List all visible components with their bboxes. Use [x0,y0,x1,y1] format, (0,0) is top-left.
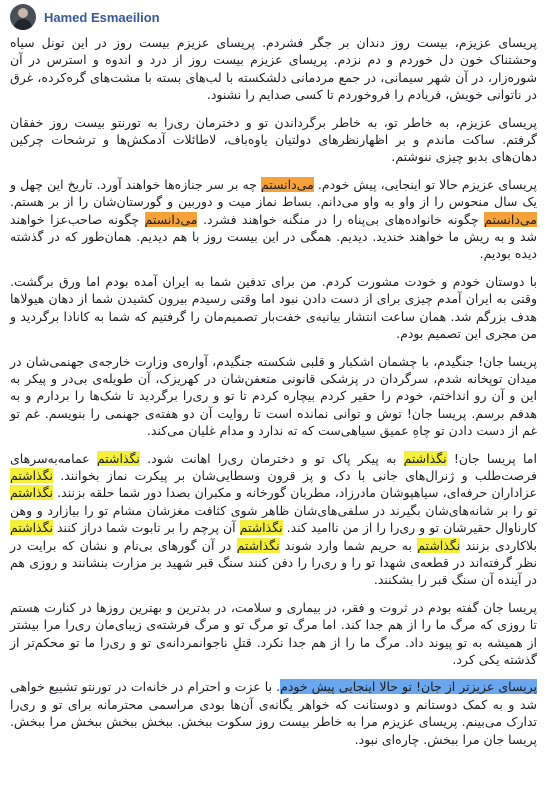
text-segment: با دوستان خودم و خودت مشورت کردم. من برای تدفین شما به ایران آمده بودم اما ورق برگشت. وقتی به ایران آمدم چیزی برای از دست دادن نبود اما وقتی رسیدم بیرون کشیدن شما از دهان هیولاها هدف بزرگم شد. همان ساعت انتشار بیانیه‌ی خفت‌بار تصمیم‌مان را گرفتیم که شما به کانادا برگردید و من مجری این تصمیم بودم. [10,273,537,342]
post-paragraph [10,176,537,263]
text-segment: به حریم شما وارد شوند [279,537,418,553]
highlighted-phrase-blue: پریسای عزیزتر از جان! تو حالا اینجایی پیش خودم [280,679,537,695]
highlighted-phrase-yellow: نگذاشتم [236,537,280,553]
text-segment: به پیکر پاک تو و دخترمان ری‌را اهانت شود. [139,450,404,466]
text-segment: پریسا جان گفته بودم در ثروت و فقر، در بیماری و سلامت، در بدترین و بهترین روزها در کنارت هستم تا روزی که مرگ ما را از هم جدا کند. اما مرگ تو مرگ تو و مرگ فرشته‌ی زیبای‌مان ری‌را مرا بیشتر از همیشه به تو پیوند داد. مرگ ما را از هم جدا نکرد. قتلِ ناجوانمردانه‌ی تو و ری‌را ما تو محکم‌تر از گذشته یکی کرد. [10,599,537,667]
text-segment: اما پریسا جان! [446,450,537,466]
text-segment: پریسای عزیزم، به خاطر تو، به خاطر برگرداندن تو و دخترمان ری‌را به تورنتو بیست روز خفقان گرفتم. ساکت ماندم و بر اظهارنظرهای دولتیان یاوه‌باف، لاطائلات آدمکش‌ها و ترشحات چرکین دهان‌های بدبو چیزی ننوشتم. [10,114,537,165]
post-body [0,34,547,748]
text-segment: آن پرچم را بر تابوت شما دراز کنند [52,520,240,536]
highlighted-phrase-orange: می‌دانستم [260,176,314,192]
post-header [0,0,547,34]
post-paragraph [10,450,537,589]
highlighted-phrase-orange: می‌دانستم [484,211,537,227]
text-segment: عمامه‌به‌سرهای فرصت‌طلب و ژنرال‌های جانی با دک و پز قرون وسطایی‌شان بر پیکرت نماز بخوانند. [10,450,537,483]
highlighted-phrase-yellow: نگذاشتم [403,450,447,466]
text-segment: در آن گورهای بی‌نام و نشان که برایت در نظر گرفته‌اند در قطعه‌ی شهدا تو را و ری‌را را دفن کنند سنگ قبر شهید بر مزارت بنشانند و روزی هم در آینده آن سنگ قبر را بشکنند. [10,537,537,588]
text-segment: چگونه صاحب‌عزا خواهند شد و به ریش ما خواهند خندید. دیدیم. همگی در این بیست روز با هم دیدیم. همان‌طور که در گذشته دیده بودیم. [10,211,537,262]
highlighted-phrase-orange: می‌دانستم [144,211,198,227]
text-segment: چه بر سر جنازه‌ها خواهند آورد. تاریخ این چهل و یک سال منحوس را از واو به واو می‌دانم. بساط نماز میت و دوربین و گورستان‌شان را از بر هستم. [10,176,537,210]
text-segment: عزاداران حرفه‌ای، سیاهپوشان مادرزاد، مطربان گورخانه و مکبران بصدا دور شما حلقه بزنند. [52,485,537,501]
author-name[interactable]: Hamed Esmaeilion [44,9,160,25]
profile-photo-icon[interactable] [10,4,36,30]
text-segment: پریسا جان! جنگیدم، با چشمان اشکبار و قلبی شکسته جنگیدم، آواره‌ی وزارت خارجه‌ی جهنمی‌شان در میدان توپخانه شدم، سرگردان در پزشکی قانونی متعفن‌شان در کهریزک، آن طویله‌ی بی‌در و پیکر به این و آن رو انداختم، خودم را حقیر کردم بیچاره کردم تا تو و ری‌را برگردید تا شک‌ها را بردارم و به هدفم برسم. پریسا جان! توش و توانی نمانده است تا روایت آن دو هفته‌ی جهنمی را بنویسم. غم تو غم از دست دادن تو چاهِ عمیق سیاهی‌ست که ته ندارد و مدام غلیان می‌کند. [10,353,537,439]
post-paragraph [10,599,537,669]
highlighted-phrase-yellow: نگذاشتم [96,450,140,466]
post-paragraph [10,34,537,104]
text-segment: تو را بر شانه‌های‌شان بگیرند در سلفی‌های‌شان ظاهر شوی کثافت مغزشان مشام تو را بیازارد و وهن کارناوال حقیرشان تو و ری‌را را از من ناامید کند. [10,502,538,536]
post-paragraph [10,273,537,343]
post-paragraph [10,353,537,440]
text-segment: . با عزت و احترام در خانه‌ات در تورنتو تشییع خواهی شد و به کمک دوستانم و دوستانت که خواهر یگانه‌ی آن‌ها بودی مراسمی محترمانه برای تو و ری‌را تدارک می‌بینم. پریسای عزیزم مرا به خاطر بیست روز سکوت ببخش. ببخش ببخش ببخش مرا ببخش. پریسا جان مرا ببخش. چاره‌ای نبود. [10,679,537,747]
text-segment: پریسای عزیزم، بیست روز دندان بر جگر فشردم. پریسای عزیزم بیست روز در این تونل سیاه وحشتناک خون دل خوردم و دم نزدم. پریسای عزیزم بیست روز از درد و اندوه و استرس در آن شوره‌زار، در آن شهر سیمانی، در جمع مردمانی دلشکسته با لب‌های بسته با مشت‌های گره‌کرده، غرق در ناتوانی خویش، فریادم را فروخوردم تا کسی صدایم را نشنود. [10,35,537,103]
highlighted-phrase-yellow: نگذاشتم [239,520,283,536]
highlighted-phrase-yellow: نگذاشتم [10,520,53,536]
highlighted-phrase-yellow: نگذاشتم [417,537,461,553]
post-paragraph [10,678,537,748]
text-segment: بلاکاردی بزنند [460,537,537,553]
highlighted-phrase-yellow: نگذاشتم [10,485,53,501]
post-paragraph [10,114,537,166]
text-segment: پریسای عزیزم حالا تو اینجایی، پیش خودم. [313,176,537,192]
text-segment: چگونه خانواده‌های بی‌پناه را در منگنه خواهند فشرد. [197,211,485,227]
highlighted-phrase-yellow: نگذاشتم [10,467,53,483]
